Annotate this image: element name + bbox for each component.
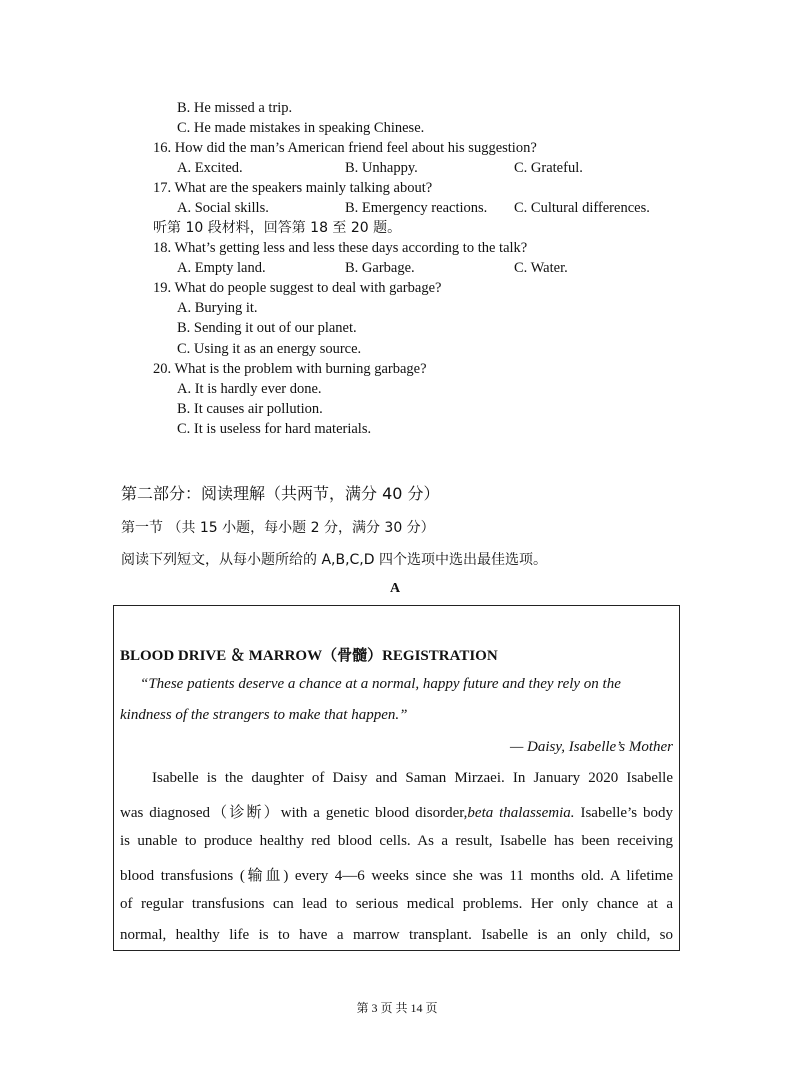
body-line-1: Isabelle is the daughter of Daisy and Saman Mirzaei. In January 2020 Isabelle <box>152 770 673 786</box>
question-16: 16. How did the man’s American friend feel about his suggestion? <box>153 140 537 156</box>
option-16b: B. Unhappy. <box>345 160 418 176</box>
passage-box <box>113 605 680 951</box>
body-line-4: blood transfusions (输血) every 4—6 weeks since she was 11 months old. A lifetime <box>120 868 673 884</box>
option-20b: B. It causes air pollution. <box>177 401 323 417</box>
quote-line-2: kindness of the strangers to make that happen.” <box>120 707 408 723</box>
quote-line-1: “These patients deserve a chance at a normal, happy future and they rely on the <box>140 676 621 692</box>
question-17: 17. What are the speakers mainly talking about? <box>153 180 433 196</box>
option-17b: B. Emergency reactions. <box>345 200 488 216</box>
body-line-5: of regular transfusions can lead to serious medical problems. Her only chance at a <box>120 896 673 912</box>
option-15b: B. He missed a trip. <box>177 100 293 116</box>
body-line-2-start: was diagnosed（诊断）with a genetic blood disorder, <box>120 805 468 821</box>
part2-title: 第二部分：阅读理解（共两节，满分 40 分） <box>121 484 440 503</box>
option-20c: C. It is useless for hard materials. <box>177 421 372 437</box>
question-20: 20. What is the problem with burning garbage? <box>153 361 427 377</box>
passage-label: A <box>390 581 401 596</box>
option-18c: C. Water. <box>514 260 568 276</box>
body-line-6: normal, healthy life is to have a marrow transplant. Isabelle is an only child, so <box>120 927 673 943</box>
section1-title: 第一节 （共 15 小题，每小题 2 分，满分 30 分） <box>121 520 435 536</box>
disease-name: beta thalassemia. <box>467 805 575 821</box>
listening-instruction: 听第 10 段材料，回答第 18 至 20 题。 <box>153 220 402 236</box>
quote-attribution: — Daisy, Isabelle’s Mother <box>509 739 673 755</box>
body-line-2-end: Isabelle’s body <box>574 805 673 821</box>
question-18: 18. What’s getting less and less these days according to the talk? <box>153 240 528 256</box>
option-19c: C. Using it as an energy source. <box>177 341 362 357</box>
option-16c: C. Grateful. <box>514 160 583 176</box>
option-17a: A. Social skills. <box>177 200 269 216</box>
passage-heading: BLOOD DRIVE ＆ MARROW（骨髓）REGISTRATION <box>120 648 498 664</box>
option-18b: B. Garbage. <box>345 260 415 276</box>
body-line-2 <box>120 801 673 822</box>
body-line-3: is unable to produce healthy red blood cells. As a result, Isabelle has been receiving <box>120 833 673 849</box>
question-19: 19. What do people suggest to deal with garbage? <box>153 280 442 296</box>
option-19a: A. Burying it. <box>177 300 258 316</box>
option-15c: C. He made mistakes in speaking Chinese. <box>177 120 425 136</box>
option-19b: B. Sending it out of our planet. <box>177 320 357 336</box>
option-17c: C. Cultural differences. <box>514 200 650 216</box>
reading-instruction: 阅读下列短文，从每小题所给的 A,B,C,D 四个选项中选出最佳选项。 <box>121 552 547 568</box>
page-footer: 第 3 页 共 14 页 <box>356 1001 438 1015</box>
option-16a: A. Excited. <box>177 160 243 176</box>
option-20a: A. It is hardly ever done. <box>177 381 322 397</box>
option-18a: A. Empty land. <box>177 260 266 276</box>
